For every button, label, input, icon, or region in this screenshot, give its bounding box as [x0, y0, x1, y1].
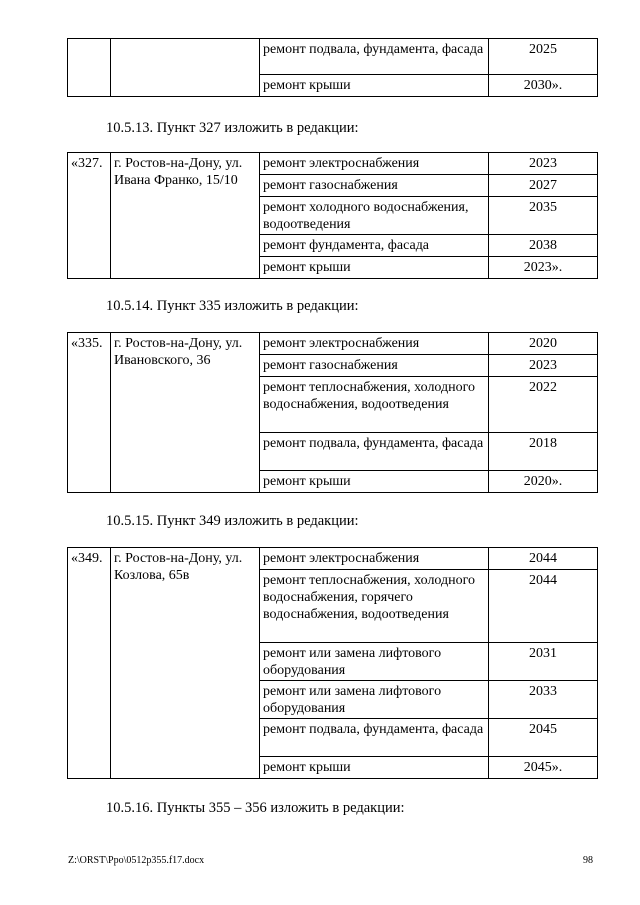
year-cell: 2031 — [489, 643, 598, 681]
year-cell: 2045». — [489, 757, 598, 779]
continuation-table — [67, 38, 598, 97]
work-cell: ремонт крыши — [260, 471, 489, 493]
year-cell: 2044 — [489, 570, 598, 643]
year-cell: 2025 — [489, 39, 598, 75]
year-cell: 2022 — [489, 377, 598, 433]
year-cell: 2035 — [489, 197, 598, 235]
address-cell: г. Ростов-на-Дону, ул. Козлова, 65в — [111, 548, 260, 779]
work-cell: ремонт крыши — [260, 257, 489, 279]
item-349-table — [67, 547, 598, 779]
page-number: 98 — [583, 855, 593, 866]
work-cell: ремонт теплоснабжения, холодного водоснабжения, водоотведения — [260, 377, 489, 433]
item-number-cell: «327. — [68, 153, 111, 279]
year-cell: 2020 — [489, 333, 598, 355]
address-cell: г. Ростов-на-Дону, ул. Ивана Франко, 15/10 — [111, 153, 260, 279]
work-cell: ремонт крыши — [260, 757, 489, 779]
item-number-cell: «335. — [68, 333, 111, 493]
work-cell: ремонт или замена лифтового оборудования — [260, 643, 489, 681]
work-cell: ремонт газоснабжения — [260, 355, 489, 377]
footer-file-path: Z:\ORST\Ppo\0512p355.f17.docx — [68, 855, 205, 866]
section-caption: 10.5.15. Пункт 349 изложить в редакции: — [106, 513, 359, 529]
address-cell: г. Ростов-на-Дону, ул. Ивановского, 36 — [111, 333, 260, 493]
item-335-table — [67, 332, 598, 493]
year-cell: 2030». — [489, 75, 598, 97]
table-row — [68, 333, 598, 355]
year-cell: 2045 — [489, 719, 598, 757]
year-cell: 2023». — [489, 257, 598, 279]
work-cell: ремонт электроснабжения — [260, 333, 489, 355]
year-cell: 2038 — [489, 235, 598, 257]
year-cell: 2023 — [489, 355, 598, 377]
work-cell: ремонт холодного водоснабжения, водоотведения — [260, 197, 489, 235]
work-cell: ремонт электроснабжения — [260, 153, 489, 175]
year-cell: 2044 — [489, 548, 598, 570]
work-cell: ремонт теплоснабжения, холодного водоснабжения, горячего водоснабжения, водоотведения — [260, 570, 489, 643]
work-cell: ремонт подвала, фундамента, фасада — [260, 39, 489, 75]
item-327-table — [67, 152, 598, 279]
year-cell: 2020». — [489, 471, 598, 493]
year-cell: 2027 — [489, 175, 598, 197]
section-caption: 10.5.14. Пункт 335 изложить в редакции: — [106, 298, 359, 314]
table-row — [68, 548, 598, 570]
year-cell: 2018 — [489, 433, 598, 471]
work-cell: ремонт подвала, фундамента, фасада — [260, 433, 489, 471]
year-cell: 2023 — [489, 153, 598, 175]
item-number-cell: «349. — [68, 548, 111, 779]
work-cell: ремонт или замена лифтового оборудования — [260, 681, 489, 719]
work-cell: ремонт подвала, фундамента, фасада — [260, 719, 489, 757]
work-cell: ремонт газоснабжения — [260, 175, 489, 197]
work-cell: ремонт электроснабжения — [260, 548, 489, 570]
item-number-cell — [68, 39, 111, 97]
table-row — [68, 39, 598, 75]
section-caption: 10.5.13. Пункт 327 изложить в редакции: — [106, 120, 359, 136]
section-caption: 10.5.16. Пункты 355 – 356 изложить в редакции: — [106, 800, 405, 816]
work-cell: ремонт фундамента, фасада — [260, 235, 489, 257]
table-row — [68, 153, 598, 175]
work-cell: ремонт крыши — [260, 75, 489, 97]
year-cell: 2033 — [489, 681, 598, 719]
address-cell — [111, 39, 260, 97]
